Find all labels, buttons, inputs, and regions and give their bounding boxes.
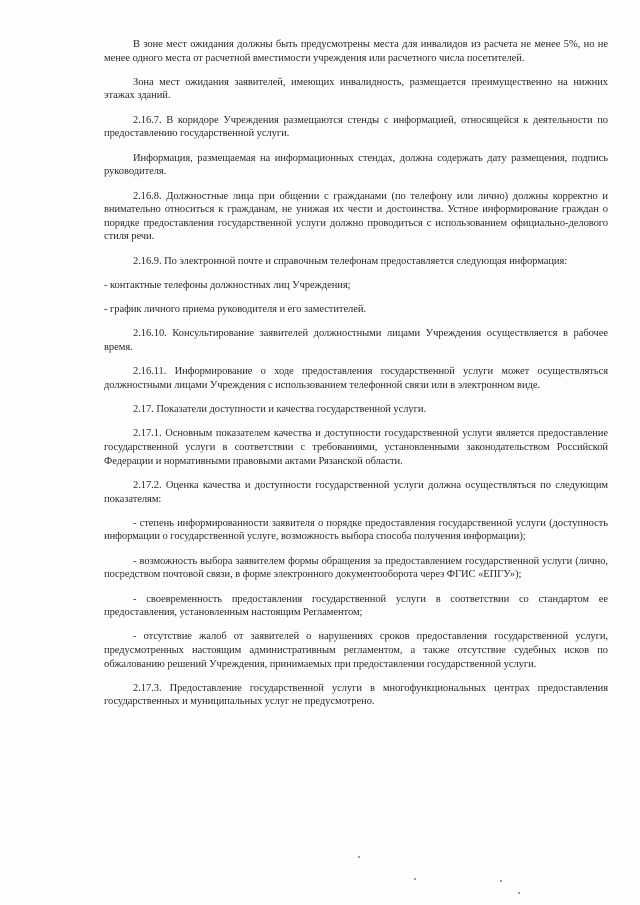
paragraph-2-16-10: 2.16.10. Консультирование заявителей должностными лицами Учреждения осуществляется в рабочее время. — [104, 328, 608, 353]
scan-speck — [518, 892, 520, 894]
document-body — [104, 38, 608, 709]
paragraph-2-17-2: 2.17.2. Оценка качества и доступности государственной услуги должна осуществляться по следующим показателям: — [104, 479, 608, 505]
scan-speck — [358, 856, 360, 858]
list-item-reception-schedule: - график личного приема руководителя и его заместителей. — [104, 304, 367, 316]
paragraph-waiting-area-lower-floors: Зона мест ожидания заявителей, имеющих инвалидность, размещается преимущественно на нижних этажах зданий. — [104, 76, 608, 102]
list-item-contact-phones: - контактные телефоны должностных лиц Учреждения; — [104, 279, 351, 291]
paragraph-stand-info: Информация, размещаемая на информационных стендах, должна содержать дату размещения, подпись руководителя. — [104, 152, 608, 178]
paragraph-2-16-11: 2.16.11. Информирование о ходе предоставления государственной услуги может осуществляться должностными лицами Учреждения с использованием телефонной связи или в электронном виде. — [104, 366, 608, 391]
list-item-timeliness: - своевременность предоставления государственной услуги в соответствии со стандартом ее предоставления, установленным настоящим Регламентом; — [104, 593, 608, 619]
paragraph-2-16-9: 2.16.9. По электронной почте и справочным телефонам предоставляется следующая информация: — [133, 255, 568, 267]
paragraph-2-17-3: 2.17.3. Предоставление государственной услуги в многофункциональных центрах предоставления государственных и муниципальных услуг не предусмотрено. — [104, 682, 608, 708]
section-heading-2-17: 2.17. Показатели доступности и качества государственной услуги. — [133, 404, 427, 416]
scan-speck — [500, 880, 502, 882]
paragraph-waiting-area-disabled-seats: В зоне мест ожидания должны быть предусмотрены места для инвалидов из расчета не менее 5%, но не менее одного места от расчетной вместимости учреждения или расчетного числа посетителей. — [104, 39, 608, 64]
list-item-application-form-choice: - возможность выбора заявителем формы обращения за предоставлением государственной услуги (лично, посредством почтовой связи, в форме электронного документооборота через ФГИС «ЕПГУ»); — [104, 555, 608, 581]
scan-speck — [414, 878, 416, 880]
list-item-no-complaints: - отсутствие жалоб от заявителей о нарушениях сроков предоставления государственной услуги, предусмотренных настоящим административным регламентом, а также отсутствие судебных исков по обжалованию решений Учреждения, принимаемых при предоставлении государственной услуги. — [104, 631, 608, 670]
list-item-informedness: - степень информированности заявителя о порядке предоставления государственной услуги (доступность информации о государственной услуге, возможность выбора способа получения информации); — [104, 517, 608, 543]
paragraph-2-16-8: 2.16.8. Должностные лица при общении с гражданами (по телефону или лично) должны корректно и внимательно относиться к гражданам, не унижая их чести и достоинства. Устное информирование граждан о порядке предоставления государственной услуги должно проводиться с использованием официально-делового стиля речи. — [104, 190, 608, 243]
paragraph-2-16-7: 2.16.7. В коридоре Учреждения размещаются стенды с информацией, относящейся к деятельности по предоставлению государственной услуги. — [104, 114, 608, 140]
paragraph-2-17-1: 2.17.1. Основным показателем качества и доступности государственной услуги является предоставление государственной услуги в соответствии с требованиями, установленными законодательством Российской Федерации и нормативными правовыми актами Рязанской области. — [104, 428, 608, 467]
